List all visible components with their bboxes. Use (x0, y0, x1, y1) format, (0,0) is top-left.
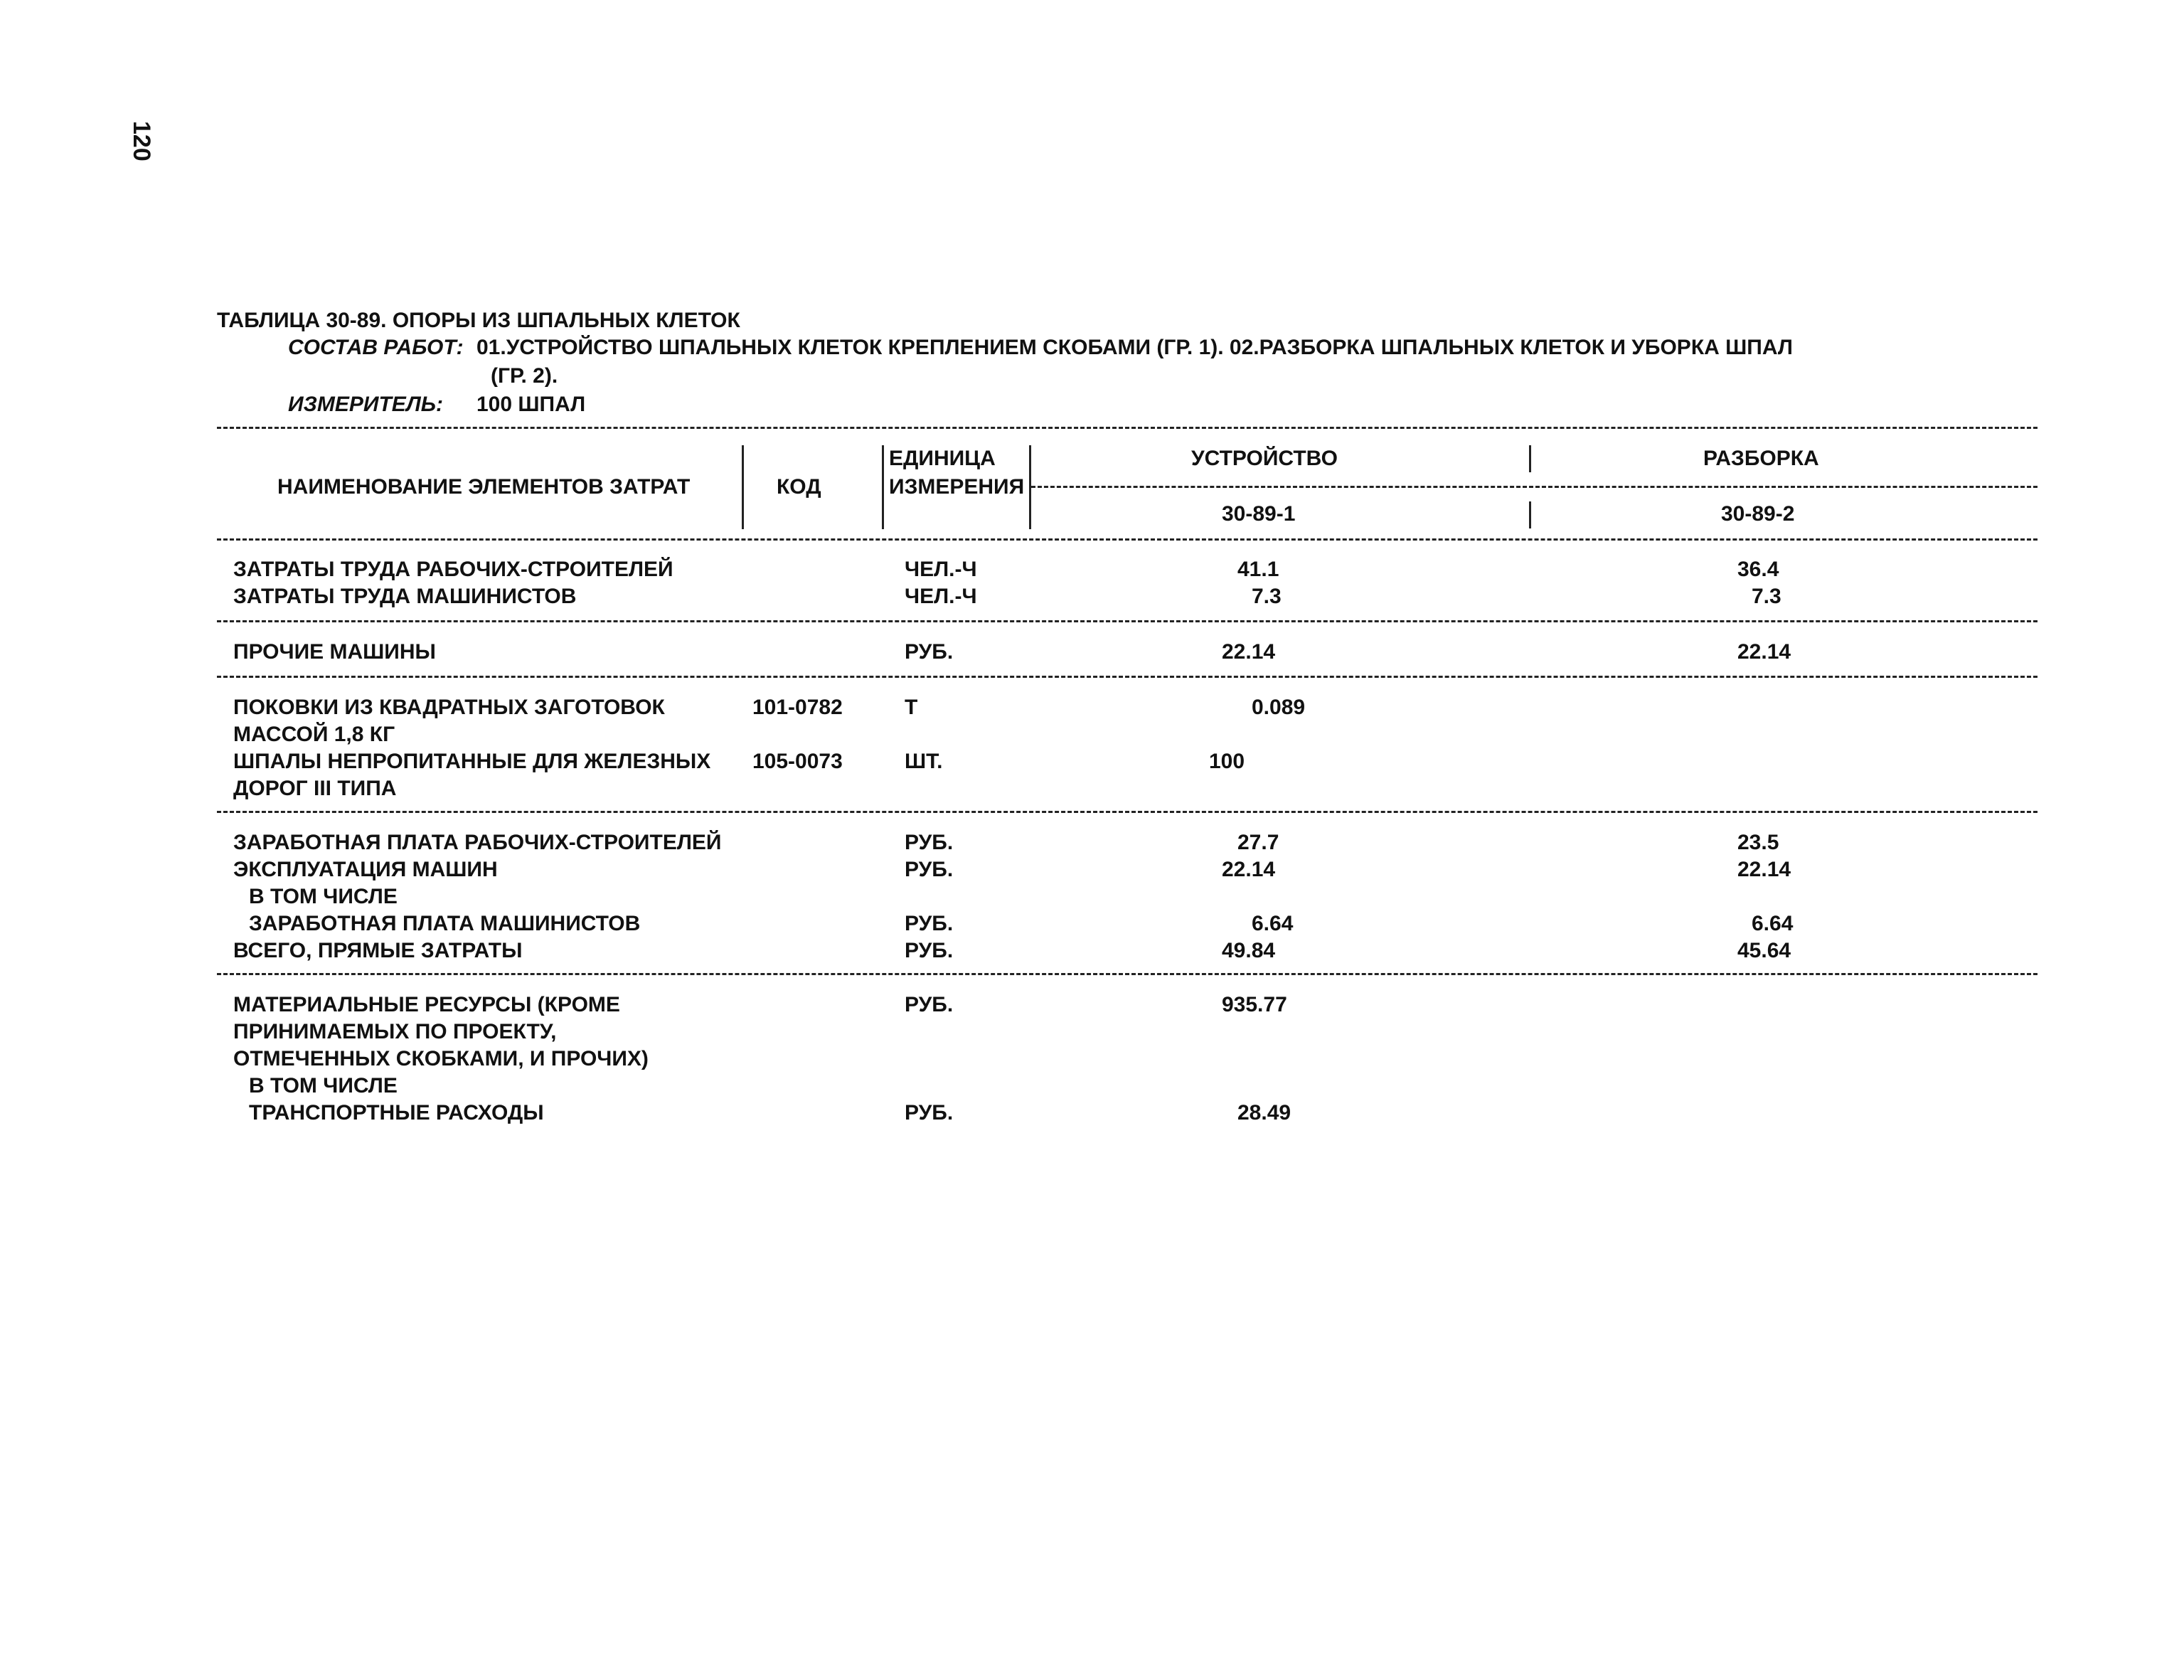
composition-text-line2: (ГР. 2). (491, 364, 558, 388)
row-value-1: 22.14 (1222, 640, 1276, 664)
measure-value: 100 ШПАЛ (476, 393, 586, 416)
table-title: ТАБЛИЦА 30-89. ОПОРЫ ИЗ ШПАЛЬНЫХ КЛЕТОК (217, 309, 740, 332)
header-sep-col1-col2-top (1529, 445, 1531, 472)
row-name: ПРОЧИЕ МАШИНЫ (233, 640, 436, 664)
header-middle-rule (1031, 486, 2037, 488)
header-col1-code: 30-89-1 (1222, 502, 1296, 526)
row-name: ЭКСПЛУАТАЦИЯ МАШИН (233, 858, 498, 881)
row-value-2: 6.64 (1752, 912, 1794, 935)
row-value-2: 22.14 (1737, 640, 1791, 664)
row-unit: РУБ. (905, 939, 954, 962)
header-unit-line2: ИЗМЕРЕНИЯ (889, 475, 1025, 499)
row-unit: РУБ. (905, 993, 954, 1016)
header-name: НАИМЕНОВАНИЕ ЭЛЕМЕНТОВ ЗАТРАТ (277, 475, 691, 499)
header-unit-line1: ЕДИНИЦА (889, 447, 996, 470)
row-value-1: 41.1 (1237, 558, 1279, 581)
table-top-rule (217, 427, 2037, 429)
row-unit: РУБ. (905, 640, 954, 664)
row-name: ДОРОГ III ТИПА (233, 777, 397, 800)
group-rule-3 (217, 811, 2037, 813)
row-name: ЗАТРАТЫ ТРУДА МАШИНИСТОВ (233, 585, 577, 608)
row-name: ПРИНИМАЕМЫХ ПО ПРОЕКТУ, (233, 1020, 557, 1043)
header-sep-name-code (742, 445, 744, 529)
header-sep-unit-values (1029, 445, 1031, 529)
row-unit: РУБ. (905, 1101, 954, 1125)
row-unit: Т (905, 696, 918, 719)
composition-text-line1: 01.УСТРОЙСТВО ШПАЛЬНЫХ КЛЕТОК КРЕПЛЕНИЕМ СКОБАМИ (ГР. 1). 02.РАЗБОРКА ШПАЛЬНЫХ КЛЕТОК И УБОРКА ШПАЛ (476, 336, 1793, 359)
group-rule-1 (217, 620, 2037, 622)
row-name: ЗАТРАТЫ ТРУДА РАБОЧИХ-СТРОИТЕЛЕЙ (233, 558, 673, 581)
row-unit: РУБ. (905, 831, 954, 854)
group-rule-4 (217, 973, 2037, 975)
row-value-1: 28.49 (1237, 1101, 1291, 1125)
row-value-1: 27.7 (1237, 831, 1279, 854)
header-col2-code: 30-89-2 (1721, 502, 1795, 526)
row-value-2: 23.5 (1737, 831, 1779, 854)
row-name: МАТЕРИАЛЬНЫЕ РЕСУРСЫ (КРОМЕ (233, 993, 620, 1016)
row-name: ЗАРАБОТНАЯ ПЛАТА МАШИНИСТОВ (249, 912, 641, 935)
row-value-1: 100 (1209, 750, 1245, 773)
row-value-2: 22.14 (1737, 858, 1791, 881)
row-name: МАССОЙ 1,8 КГ (233, 723, 395, 746)
row-value-2: 45.64 (1737, 939, 1791, 962)
row-name: В ТОМ ЧИСЛЕ (249, 885, 398, 908)
row-code: 105-0073 (752, 750, 843, 773)
composition-label: СОСТАВ РАБОТ: (288, 336, 464, 359)
header-sep-code-unit (882, 445, 884, 529)
row-value-2: 7.3 (1752, 585, 1781, 608)
row-value-2: 36.4 (1737, 558, 1779, 581)
row-value-1: 935.77 (1222, 993, 1287, 1016)
row-name: В ТОМ ЧИСЛЕ (249, 1074, 398, 1097)
row-name: ВСЕГО, ПРЯМЫЕ ЗАТРАТЫ (233, 939, 523, 962)
row-value-1: 7.3 (1252, 585, 1282, 608)
header-sep-col1-col2-bottom (1529, 501, 1531, 528)
row-value-1: 22.14 (1222, 858, 1276, 881)
row-unit: ЧЕЛ.-Ч (905, 585, 977, 608)
measure-label: ИЗМЕРИТЕЛЬ: (288, 393, 443, 416)
group-rule-2 (217, 676, 2037, 678)
row-name: ЗАРАБОТНАЯ ПЛАТА РАБОЧИХ-СТРОИТЕЛЕЙ (233, 831, 722, 854)
header-code: КОД (777, 475, 821, 499)
header-bottom-rule (217, 538, 2037, 541)
page-number: 120 (128, 121, 155, 161)
header-col2-title: РАЗБОРКА (1703, 447, 1819, 470)
row-name: ОТМЕЧЕННЫХ СКОБКАМИ, И ПРОЧИХ) (233, 1047, 649, 1070)
row-unit: ШТ. (905, 750, 943, 773)
row-value-1: 6.64 (1252, 912, 1294, 935)
row-code: 101-0782 (752, 696, 843, 719)
header-col1-title: УСТРОЙСТВО (1191, 447, 1338, 470)
row-unit: РУБ. (905, 912, 954, 935)
row-value-1: 49.84 (1222, 939, 1276, 962)
row-name: ШПАЛЫ НЕПРОПИТАННЫЕ ДЛЯ ЖЕЛЕЗНЫХ (233, 750, 711, 773)
row-name: ТРАНСПОРТНЫЕ РАСХОДЫ (249, 1101, 544, 1125)
row-value-1: 0.089 (1252, 696, 1306, 719)
row-name: ПОКОВКИ ИЗ КВАДРАТНЫХ ЗАГОТОВОК (233, 696, 665, 719)
row-unit: ЧЕЛ.-Ч (905, 558, 977, 581)
row-unit: РУБ. (905, 858, 954, 881)
